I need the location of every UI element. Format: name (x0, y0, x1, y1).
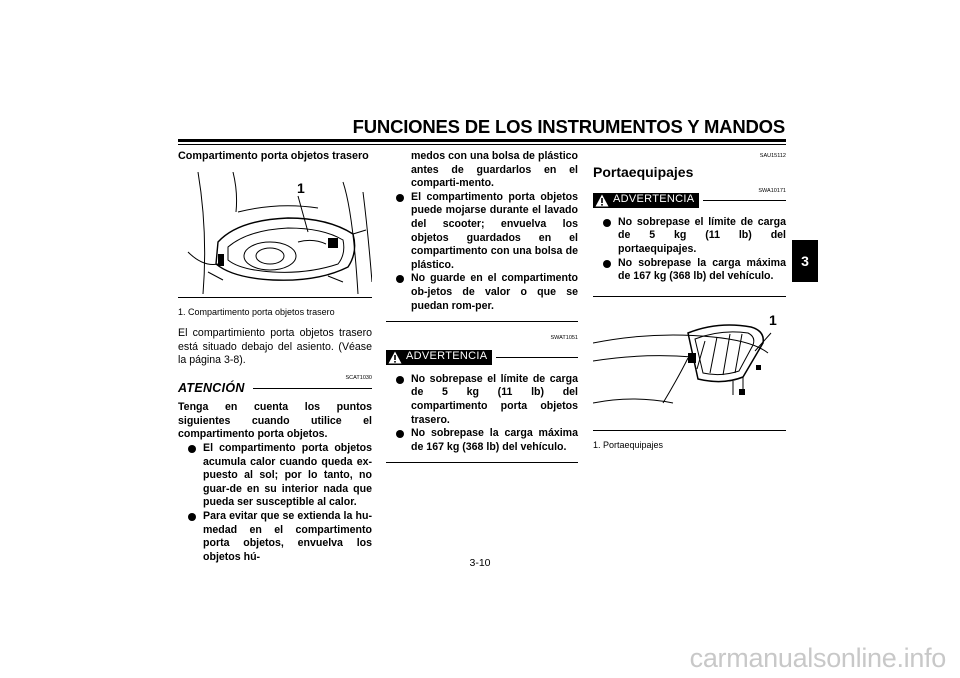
warning-list-1 (386, 373, 578, 455)
storage-compartment-illustration (178, 172, 372, 294)
bullet-icon (396, 376, 404, 384)
caution-label: ATENCIÓN (178, 380, 245, 395)
warning-end-rule (593, 296, 786, 297)
figure-rule (593, 430, 786, 431)
warning-code-2: SWA10171 (758, 188, 786, 195)
page-number: 3-10 (469, 557, 491, 569)
bullet-icon (396, 194, 404, 202)
figure-rear-rack (593, 303, 786, 427)
column-3 (593, 150, 786, 452)
caution-intro: Tenga en cuenta los puntos siguientes cuando utilice el compartimento porta objetos. (178, 401, 372, 441)
list-item: No sobrepase la carga máxima de 167 kg (368 lb) del vehículo. (593, 257, 786, 284)
storage-body-text: El compartimiento porta objetos trasero está situado debajo del asiento. (Véase la página 3-8). (178, 327, 372, 367)
warning-badge (593, 193, 699, 208)
bullet-icon (603, 219, 611, 227)
list-item: No sobrepase el límite de carga de 5 kg (11 lb) del portaequipajes. (593, 216, 786, 257)
rear-rack-illustration (593, 303, 786, 427)
warning-heading-2 (593, 193, 786, 208)
warning-triangle-icon (595, 194, 609, 207)
bullet-icon (603, 260, 611, 268)
figure-caption-rack: 1. Portaequipajes (593, 439, 664, 450)
chapter-tab[interactable]: 3 (792, 240, 818, 282)
bullet-icon (396, 275, 404, 283)
figure-callout-1: 1 (769, 311, 777, 328)
bullet-icon (188, 445, 196, 453)
warning-rule (703, 200, 786, 201)
warning-badge (386, 350, 492, 365)
list-item: Para evitar que se extienda la hu-medad en el compartimento porta objetos, envuelva los objetos hú- (178, 510, 372, 564)
list-item: El compartimento porta objetos puede mojarse durante el lavado del scooter; envuelva los objetos guardados en el compartimento con una bolsa de plástico. (386, 191, 578, 273)
section-rule (386, 321, 578, 322)
header-rule (178, 139, 786, 142)
caution-heading (178, 382, 372, 396)
list-item: No guarde en el compartimento ob-jetos de valor o que se puedan rom-per. (386, 272, 578, 313)
watermark: carmanualsonline.info (689, 643, 946, 673)
warning-triangle-icon (388, 351, 402, 364)
warning-list-2 (593, 216, 786, 284)
bullet-icon (396, 430, 404, 438)
caution-rule (253, 388, 372, 389)
column-2 (386, 150, 578, 463)
warning-code-1: SWAT1051 (550, 335, 578, 342)
warning-label: ADVERTENCIA (613, 193, 695, 206)
column-1 (178, 150, 372, 564)
rack-title: Portaequipajes (593, 163, 694, 180)
list-item: No sobrepase la carga máxima de 167 kg (368 lb) del vehículo. (386, 427, 578, 454)
page-header-title: FUNCIONES DE LOS INSTRUMENTOS Y MANDOS (352, 116, 785, 137)
storage-list (386, 191, 578, 313)
continued-text: medos con una bolsa de plástico antes de guardarlos en el comparti-mento. (411, 150, 578, 190)
caution-code: SCAT1030 (345, 374, 372, 381)
warning-label: ADVERTENCIA (406, 350, 488, 363)
warning-heading-1 (386, 350, 578, 365)
bullet-icon (188, 513, 196, 521)
section-title-rack (593, 163, 786, 180)
figure-caption-storage: 1. Compartimento porta objetos trasero (178, 306, 335, 317)
warning-end-rule (386, 462, 578, 463)
figure-rule (178, 297, 372, 298)
caution-list (178, 442, 372, 564)
header-rule-thin (178, 144, 786, 145)
figure-callout-1: 1 (297, 179, 305, 196)
section-code: SAU15112 (759, 153, 786, 159)
section-title-storage: Compartimento porta objetos trasero (178, 150, 369, 162)
list-item: El compartimento porta objetos acumula calor cuando queda ex-puesto al sol; por lo tanto, no guar-de en su interior nada que pueda ser susceptible al calor. (178, 442, 372, 510)
figure-storage-compartment (178, 172, 372, 294)
warning-rule (496, 357, 578, 358)
list-item: No sobrepase el límite de carga de 5 kg (11 lb) del compartimento porta objetos trasero. (386, 373, 578, 427)
